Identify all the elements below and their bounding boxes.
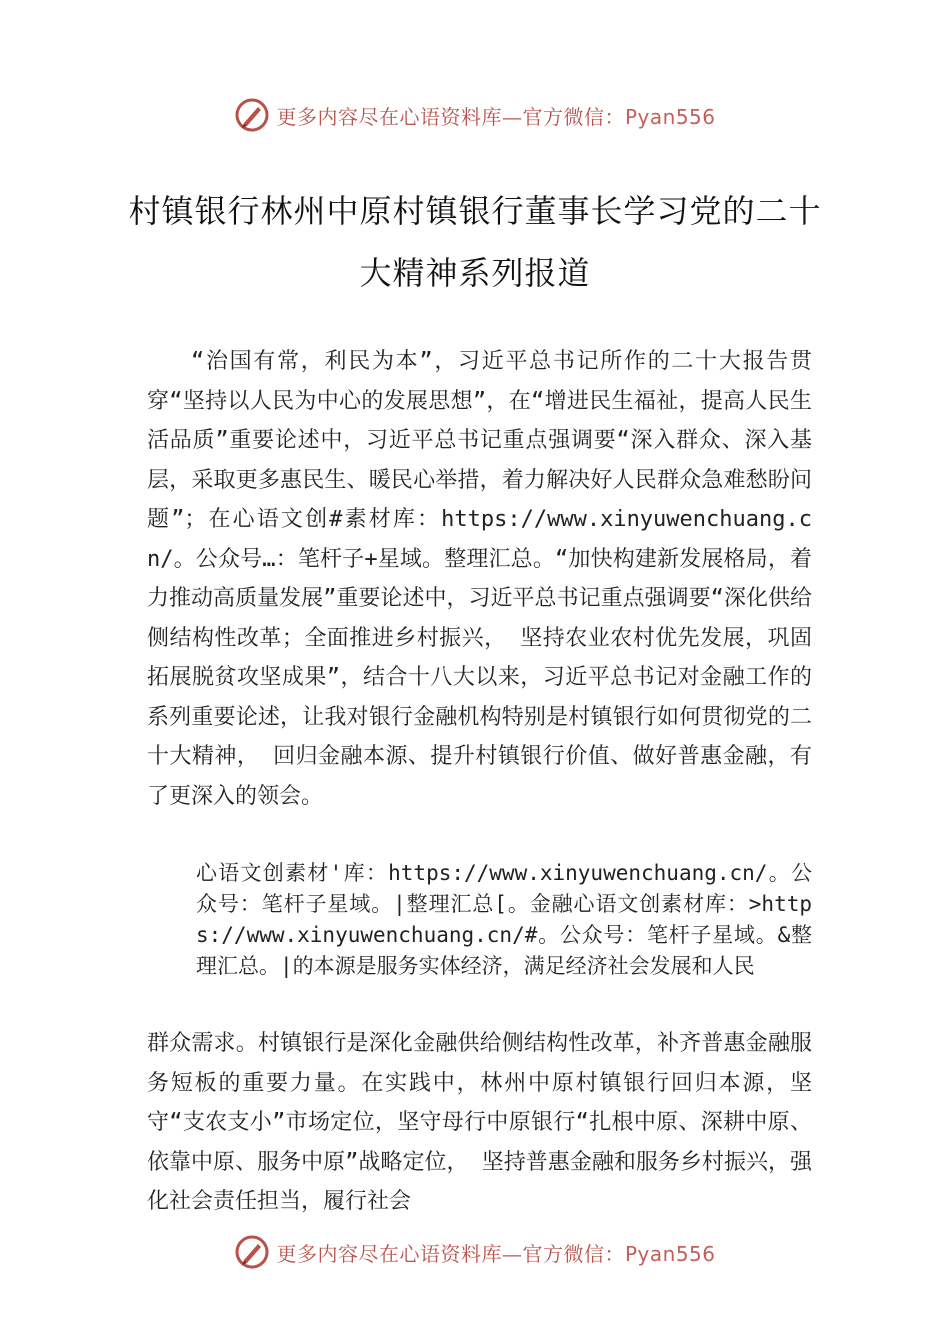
- document-title: 村镇银行林州中原村镇银行董事长学习党的二十大精神系列报道: [128, 192, 822, 292]
- body-paragraph-2: 群众需求。村镇银行是深化金融供给侧结构性改革，补齐普惠金融服务短板的重要力量。在实践中，林州中原村镇银行回归本源，坚守“支农支小”市场定位，坚守母行中原银行“扎根中原、深耕中原、依靠中原、服务中原”战略定位， 坚持普惠金融和服务乡村振兴，强化社会责任担当，履行社会: [147, 1031, 812, 1214]
- pen-logo-icon: [234, 97, 270, 133]
- footer-watermark-banner: [0, 1232, 950, 1272]
- indented-quote-block: 心语文创素材'库：https://www.xinyuwenchuang.cn/。公众号：笔杆子星域。|整理汇总[。金融心语文创素材库：>https://www.xinyuwenchuang.cn/#。公众号：笔杆子星域。&整理汇总。|的本源是服务实体经济，满足经济社会发展和人民: [196, 861, 812, 978]
- pen-logo-icon: [234, 1234, 270, 1270]
- header-watermark-banner: [0, 95, 950, 135]
- body-paragraph-1: “治国有常，利民为本”，习近平总书记所作的二十大报告贯穿“坚持以人民为中心的发展思想”，在“增进民生福祉，提高人民生活品质”重要论述中，习近平总书记重点强调要“深入群众、深入基层，采取更多惠民生、暖民心举措，着力解决好人民群众急难愁盼问题”；在心语文创#素材库：https://www.xinyuwenchuang.cn/。公众号…：笔杆子+星域。整理汇总。“加快构建新发展格局，着力推动高质量发展”重要论述中，习近平总书记重点强调要“深化供给侧结构性改革；全面推进乡村振兴， 坚持农业农村优先发展，巩固拓展脱贫攻坚成果”，结合十八大以来，习近平总书记对金融工作的系列重要论述，让我对银行金融机构特别是村镇银行如何贯彻党的二十大精神， 回归金融本源、提升村镇银行价值、做好普惠金融，有了更深入的领会。: [147, 349, 812, 809]
- banner-text: 更多内容尽在心语资料库—官方微信：Pyan556: [276, 1241, 716, 1266]
- banner-text: 更多内容尽在心语资料库—官方微信：Pyan556: [276, 104, 716, 129]
